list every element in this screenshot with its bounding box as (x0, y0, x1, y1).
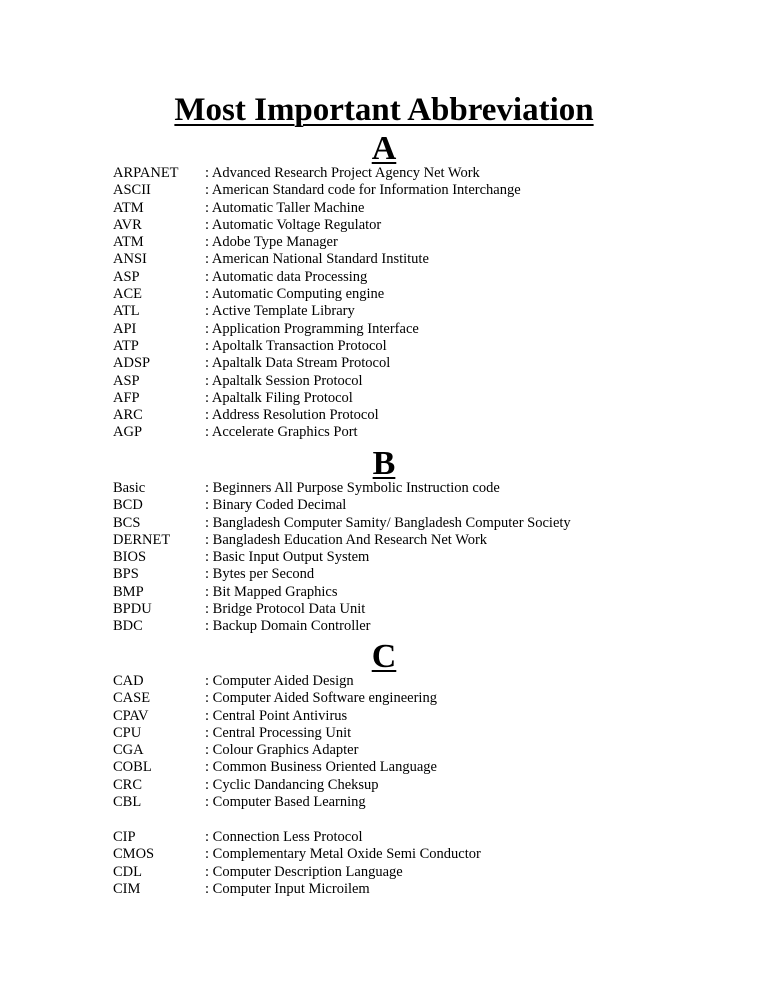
abbreviation: AVR (113, 216, 142, 233)
list-item (113, 601, 733, 618)
abbreviation: CIM (113, 880, 141, 897)
definition: : Colour Graphics Adapter (205, 742, 359, 759)
abbreviation: BMP (113, 583, 144, 600)
abbreviation: AGP (113, 424, 143, 441)
definition: : Central Processing Unit (205, 724, 352, 741)
abbreviation: ASCII (113, 182, 151, 199)
definition: : Bangladesh Computer Samity/ Bangladesh Computer Society (205, 514, 571, 531)
abbreviation: ASP (113, 268, 140, 285)
definition: : Computer Aided Software engineering (205, 690, 437, 707)
list-item (113, 165, 733, 182)
list-item (113, 355, 733, 372)
list-item (113, 269, 733, 286)
abbreviation: CGA (113, 742, 144, 759)
list-item (113, 321, 733, 338)
page-title: Most Important Abbreviation (174, 92, 594, 128)
section-heading-a: A (371, 130, 397, 167)
abbreviation-list-c (113, 673, 733, 811)
abbreviation-list-b (113, 480, 733, 636)
definition: : Central Point Antivirus (205, 707, 348, 724)
list-item (113, 234, 733, 251)
list-item (113, 549, 733, 566)
abbreviation: CRC (113, 776, 143, 793)
list-item (113, 673, 733, 690)
definition: : Bit Mapped Graphics (205, 583, 338, 600)
abbreviation: CBL (113, 794, 142, 811)
abbreviation: ADSP (113, 355, 151, 372)
definition: : Beginners All Purpose Symbolic Instruction code (205, 480, 500, 496)
definition: : Automatic Voltage Regulator (205, 216, 382, 233)
abbreviation: BIOS (113, 549, 147, 566)
definition: : Automatic Computing engine (205, 286, 385, 303)
definition: : Binary Coded Decimal (205, 497, 347, 514)
definition: : Automatic Taller Machine (205, 199, 365, 216)
list-item (113, 286, 733, 303)
definition: : American Standard code for Information Interchange (205, 182, 521, 199)
abbreviation: ARC (113, 407, 143, 424)
abbreviation: AFP (113, 389, 140, 406)
list-item (113, 618, 733, 635)
list-item (113, 566, 733, 583)
definition: : Address Resolution Protocol (205, 407, 379, 424)
abbreviation: BDC (113, 618, 143, 635)
abbreviation: ATM (113, 199, 144, 216)
abbreviation: ACE (113, 286, 142, 303)
list-item (113, 217, 733, 234)
abbreviation: ATM (113, 234, 144, 251)
list-item (113, 424, 733, 441)
list-item (113, 864, 733, 881)
abbreviation: BPDU (113, 601, 152, 618)
definition: : Computer Aided Design (205, 673, 354, 689)
abbreviation: CDL (113, 863, 142, 880)
list-item (113, 407, 733, 424)
definition: : Computer Description Language (205, 863, 403, 880)
list-item (113, 777, 733, 794)
definition: : American National Standard Institute (205, 251, 429, 268)
abbreviation: Basic (113, 480, 146, 496)
abbreviation: API (113, 320, 137, 337)
definition: : Application Programming Interface (205, 320, 419, 337)
list-item (113, 794, 733, 811)
list-item (113, 390, 733, 407)
abbreviation: ANSI (113, 251, 147, 268)
abbreviation: ARPANET (113, 165, 179, 181)
abbreviation: COBL (113, 759, 152, 776)
list-item (113, 759, 733, 776)
list-item (113, 846, 733, 863)
abbreviation: DERNET (113, 531, 171, 548)
list-item (113, 373, 733, 390)
abbreviation: CASE (113, 690, 151, 707)
list-item (113, 829, 733, 846)
abbreviation: CPAV (113, 707, 149, 724)
definition: : Common Business Oriented Language (205, 759, 437, 776)
definition: : Bytes per Second (205, 566, 315, 583)
definition: : Connection Less Protocol (205, 829, 363, 845)
abbreviation-list-c-continued (113, 829, 733, 898)
definition: : Bangladesh Education And Research Net Work (205, 531, 488, 548)
abbreviation: ATL (113, 303, 140, 320)
abbreviation-list-a (113, 165, 733, 442)
list-item (113, 532, 733, 549)
list-item (113, 584, 733, 601)
definition: : Complementary Metal Oxide Semi Conductor (205, 846, 481, 863)
list-item (113, 338, 733, 355)
definition: : Backup Domain Controller (205, 618, 371, 635)
definition: : Adobe Type Manager (205, 234, 338, 251)
list-item (113, 200, 733, 217)
abbreviation: CIP (113, 829, 136, 845)
abbreviation: CMOS (113, 846, 155, 863)
list-item (113, 480, 733, 497)
definition: : Accelerate Graphics Port (205, 424, 358, 441)
list-item (113, 881, 733, 898)
list-item (113, 182, 733, 199)
definition: : Basic Input Output System (205, 549, 370, 566)
definition: : Apaltalk Filing Protocol (205, 389, 353, 406)
definition: : Advanced Research Project Agency Net Work (205, 165, 480, 181)
definition: : Bridge Protocol Data Unit (205, 601, 366, 618)
section-heading-b: B (372, 445, 396, 482)
abbreviation: BCS (113, 514, 141, 531)
abbreviation: ATP (113, 337, 139, 354)
list-item (113, 725, 733, 742)
list-item (113, 742, 733, 759)
list-item (113, 303, 733, 320)
definition: : Automatic data Processing (205, 268, 368, 285)
definition: : Active Template Library (205, 303, 355, 320)
definition: : Apaltalk Session Protocol (205, 372, 363, 389)
list-item (113, 497, 733, 514)
abbreviation: BCD (113, 497, 143, 514)
abbreviation: ASP (113, 372, 140, 389)
definition: : Apaltalk Data Stream Protocol (205, 355, 391, 372)
definition: : Cyclic Dandancing Cheksup (205, 776, 379, 793)
definition: : Computer Based Learning (205, 794, 366, 811)
abbreviation: CPU (113, 724, 142, 741)
abbreviation: BPS (113, 566, 139, 583)
list-item (113, 251, 733, 268)
abbreviation: CAD (113, 673, 144, 689)
list-item (113, 515, 733, 532)
section-heading-c: C (371, 638, 397, 675)
list-item (113, 708, 733, 725)
list-item (113, 690, 733, 707)
definition: : Apoltalk Transaction Protocol (205, 337, 387, 354)
definition: : Computer Input Microilem (205, 880, 370, 897)
